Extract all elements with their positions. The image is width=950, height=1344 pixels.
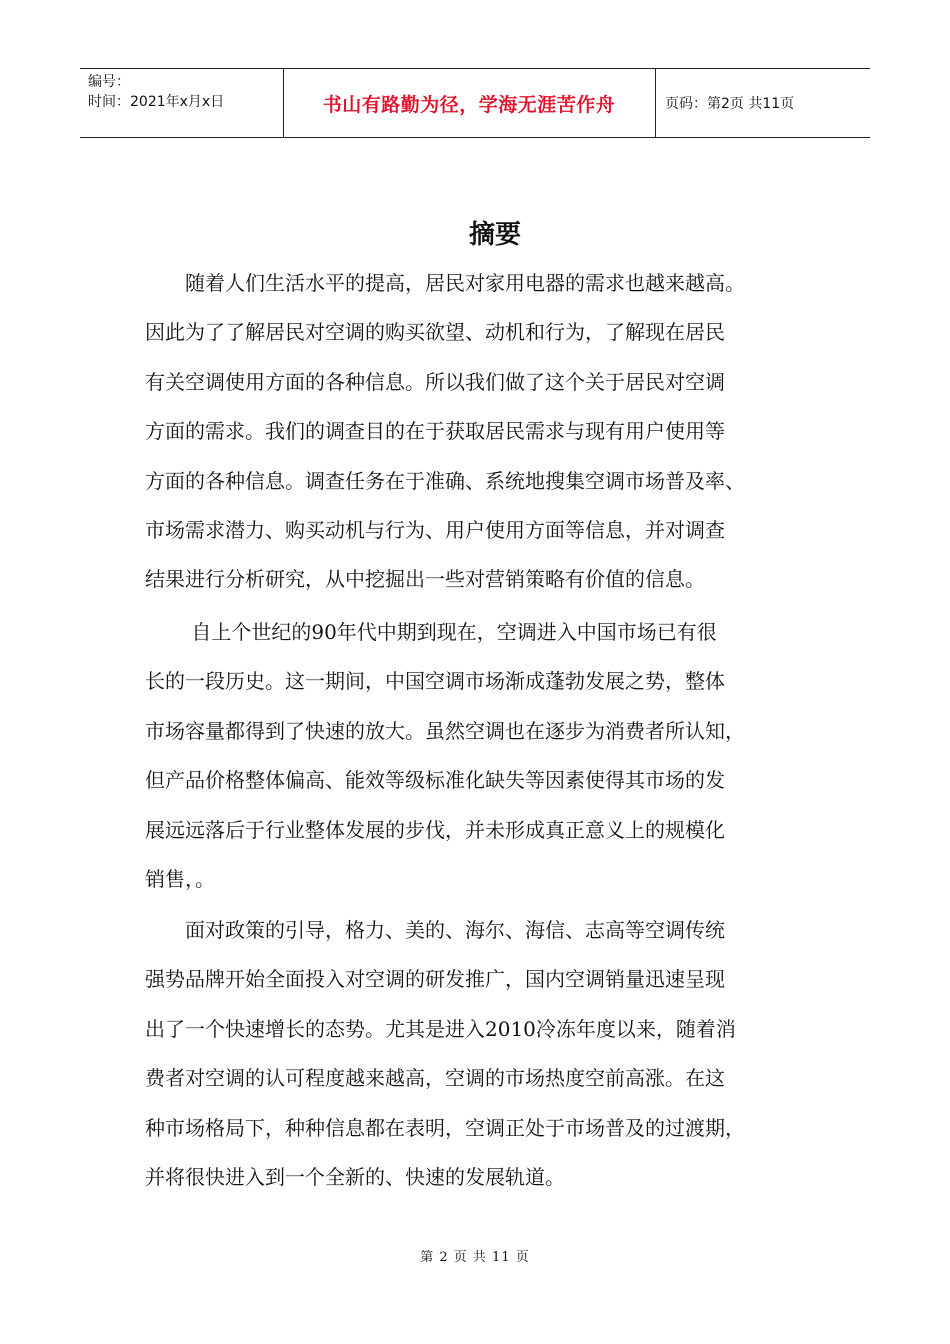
text-line: 有关空调使用方面的各种信息。所以我们做了这个关于居民对空调 xyxy=(145,369,725,394)
text-line: 长的一段历史。这一期间，中国空调市场渐成蓬勃发展之势，整体 xyxy=(145,669,725,694)
text-line: 方面的需求。我们的调查目的在于获取居民需求与现有用户使用等 xyxy=(145,419,725,444)
page-info: 页码：第2页 共11页 xyxy=(665,96,795,112)
paragraph-3 xyxy=(145,906,825,1202)
number-label: 编号： xyxy=(88,74,130,90)
time-label: 时间：2021年x月x日 xyxy=(88,94,225,110)
abstract-title: 摘要 xyxy=(468,220,521,250)
page-footer: 第 2 页 共 11 页 xyxy=(420,1250,530,1265)
motto-text: 书山有路勤为径，学海无涯苦作舟 xyxy=(322,93,616,116)
text-line: 种市场格局下，种种信息都在表明，空调正处于市场普及的过渡期， xyxy=(145,1115,745,1140)
text-line: 市场需求潜力、购买动机与行为、用户使用方面等信息，并对调查 xyxy=(145,517,725,542)
text-line: 出了一个快速增长的态势。尤其是进入2010冷冻年度以来，随着消 xyxy=(145,1016,736,1041)
text-line: 并将很快进入到一个全新的、快速的发展轨道。 xyxy=(145,1164,565,1189)
text-line: 展远远落后于行业整体发展的步伐，并未形成真正意义上的规模化 xyxy=(145,817,725,842)
text-line: 费者对空调的认可程度越来越高，空调的市场热度空前高涨。在这 xyxy=(145,1066,725,1091)
text-line: 销售，。 xyxy=(145,866,215,891)
text-line: 自上个世纪的90年代中期到现在，空调进入中国市场已有很 xyxy=(145,620,717,644)
paragraph-1 xyxy=(145,259,825,605)
header-meta-cell xyxy=(80,69,284,137)
text-line: 随着人们生活水平的提高，居民对家用电器的需求也越来越高。 xyxy=(145,271,745,295)
paragraph-2 xyxy=(145,608,825,904)
text-line: 因此为了了解居民对空调的购买欲望、动机和行为，了解现在居民 xyxy=(145,320,725,345)
header-motto-cell xyxy=(283,69,656,137)
text-line: 强势品牌开始全面投入对空调的研发推广，国内空调销量迅速呈现 xyxy=(145,967,725,992)
text-line: 方面的各种信息。调查任务在于准确、系统地搜集空调市场普及率、 xyxy=(145,468,745,493)
text-line: 结果进行分析研究，从中挖掘出一些对营销策略有价值的信息。 xyxy=(145,567,705,592)
text-line: 市场容量都得到了快速的放大。虽然空调也在逐步为消费者所认知， xyxy=(145,718,745,743)
text-line: 面对政策的引导，格力、美的、海尔、海信、志高等空调传统 xyxy=(145,918,725,942)
text-line: 但产品价格整体偏高、能效等级标准化缺失等因素使得其市场的发 xyxy=(145,768,725,793)
header-page-cell xyxy=(655,69,880,137)
page-header-table xyxy=(80,68,870,138)
